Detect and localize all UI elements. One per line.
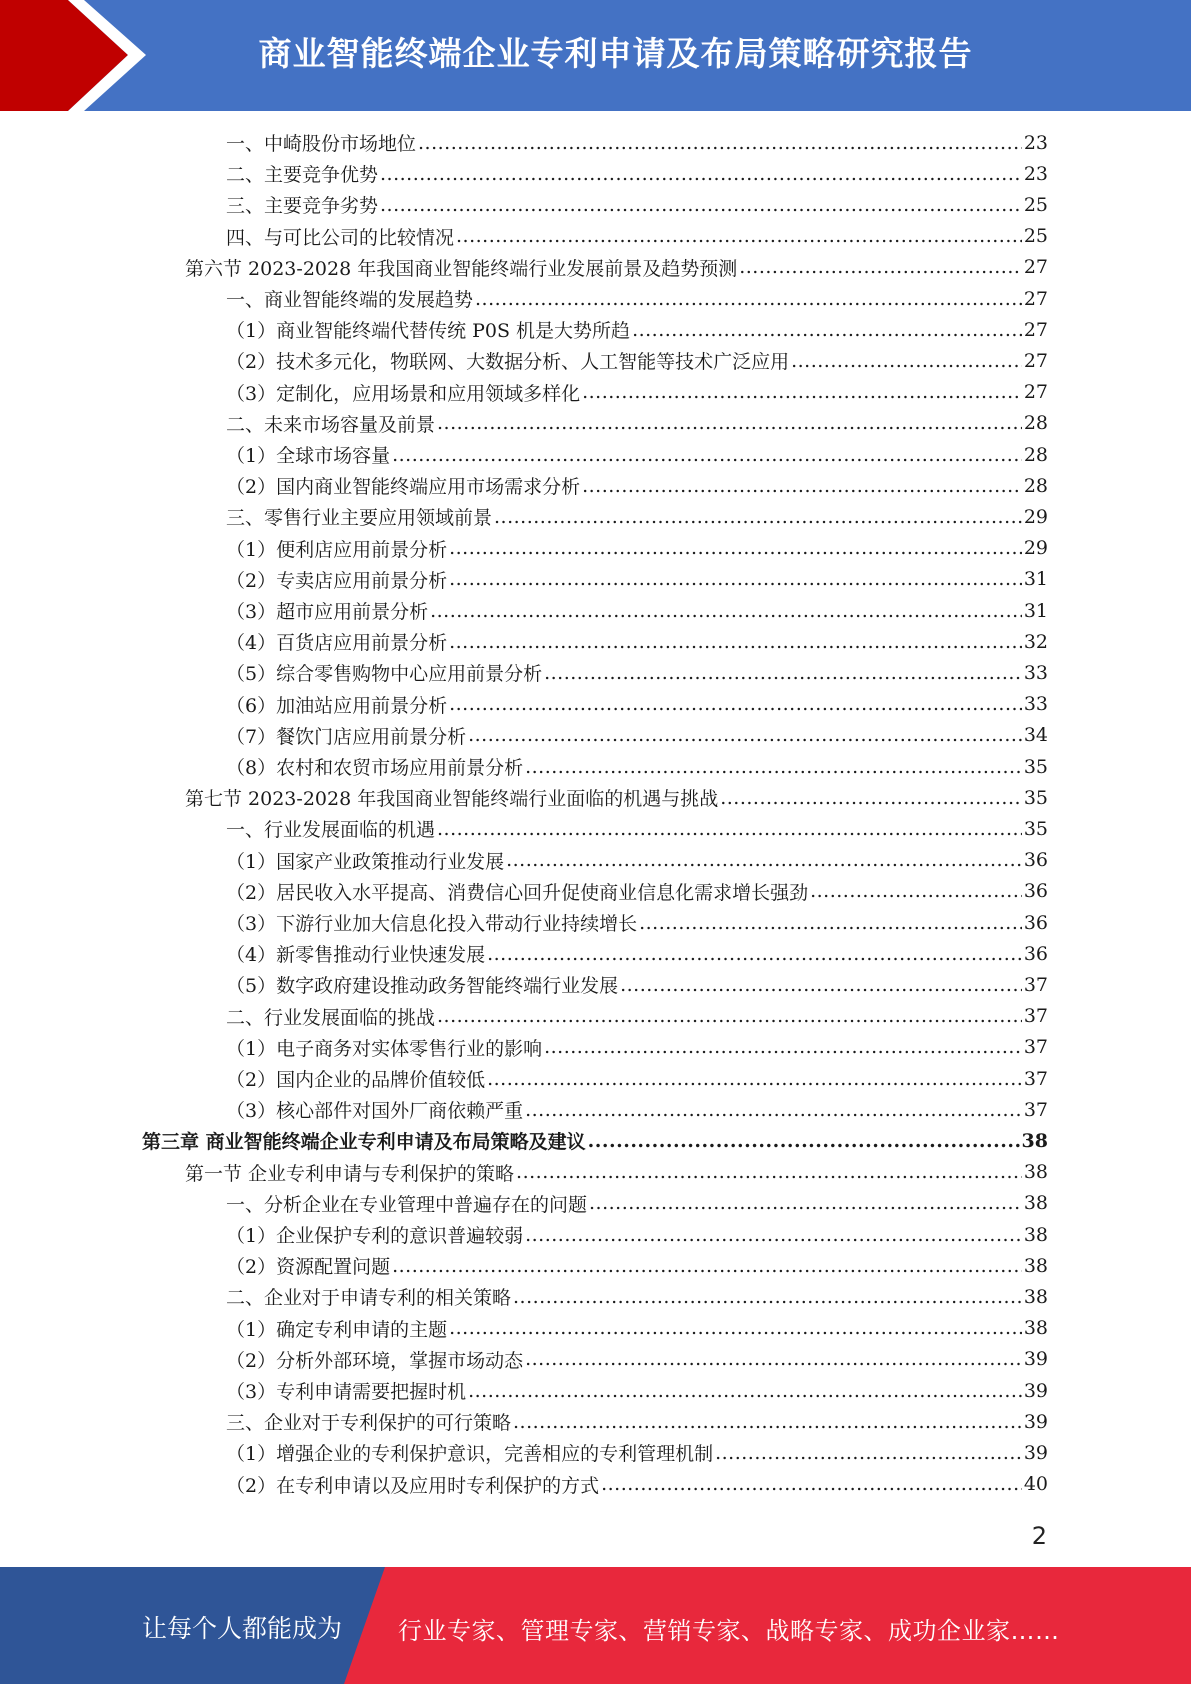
toc-dot-leader bbox=[525, 1099, 1022, 1121]
toc-entry-page: 38 bbox=[1023, 1285, 1048, 1308]
toc-entry-title: 第七节 2023-2028 年我国商业智能终端行业面临的机遇与挑战 bbox=[185, 788, 719, 811]
toc-entry-page: 38 bbox=[1023, 1223, 1048, 1246]
toc-entry-page: 25 bbox=[1023, 193, 1048, 216]
toc-dot-leader bbox=[475, 288, 1022, 310]
toc-dot-leader bbox=[487, 1068, 1022, 1090]
toc-entry-page: 27 bbox=[1023, 349, 1048, 372]
toc-entry-title: 二、主要竞争优势 bbox=[226, 164, 379, 187]
toc-dot-leader bbox=[589, 1192, 1022, 1214]
toc-entry[interactable] bbox=[226, 283, 1048, 314]
toc-dot-leader bbox=[739, 256, 1022, 278]
toc-dot-leader bbox=[544, 1036, 1022, 1058]
toc-dot-leader bbox=[437, 818, 1022, 840]
toc-entry[interactable] bbox=[226, 876, 1048, 907]
report-title: 商业智能终端企业专利申请及布局策略研究报告 bbox=[258, 34, 973, 73]
toc-entry-title: （6）加油站应用前景分析 bbox=[226, 694, 448, 717]
toc-entry-page: 38 bbox=[1023, 1192, 1048, 1215]
toc-dot-leader bbox=[392, 444, 1022, 466]
toc-entry[interactable] bbox=[226, 1188, 1048, 1219]
toc-entry-title: （4）新零售推动行业快速发展 bbox=[226, 944, 486, 967]
toc-entry-title: （3）下游行业加大信息化投入带动行业持续增长 bbox=[226, 913, 638, 935]
toc-entry[interactable] bbox=[226, 158, 1048, 189]
toc-entry-page: 37 bbox=[1023, 1036, 1048, 1059]
toc-entry[interactable] bbox=[226, 689, 1048, 720]
page-header bbox=[0, 0, 1191, 111]
page-footer bbox=[0, 1567, 1191, 1684]
toc-entry-page: 28 bbox=[1023, 443, 1048, 466]
toc-dot-leader bbox=[715, 1442, 1022, 1464]
toc-entry[interactable] bbox=[226, 1406, 1048, 1437]
toc-entry-title: （2）分析外部环境，掌握市场动态 bbox=[226, 1349, 524, 1372]
toc-entry-page: 27 bbox=[1023, 318, 1048, 341]
toc-dot-leader bbox=[380, 194, 1022, 216]
toc-dot-leader bbox=[791, 350, 1022, 372]
toc-entry-title: 二、企业对于申请专利的相关策略 bbox=[226, 1287, 512, 1310]
toc-dot-leader bbox=[437, 412, 1022, 434]
toc-entry[interactable] bbox=[185, 252, 1048, 283]
toc-entry[interactable] bbox=[226, 408, 1048, 439]
toc-entry[interactable] bbox=[142, 1125, 1048, 1156]
toc-entry-page: 27 bbox=[1023, 381, 1048, 404]
toc-entry[interactable] bbox=[226, 377, 1048, 408]
toc-entry-page: 40 bbox=[1023, 1473, 1048, 1496]
toc-entry-title: 三、零售行业主要应用领域前景 bbox=[226, 507, 493, 530]
toc-entry-page: 35 bbox=[1023, 755, 1048, 778]
toc-entry[interactable] bbox=[226, 626, 1048, 657]
toc-dot-leader bbox=[525, 1224, 1022, 1246]
toc-entry-page: 39 bbox=[1023, 1379, 1048, 1402]
toc-entry-page: 36 bbox=[1023, 911, 1048, 934]
toc-entry[interactable] bbox=[226, 221, 1048, 252]
toc-entry-title: （2）技术多元化，物联网、大数据分析、人工智能等技术广泛应用 bbox=[226, 351, 790, 374]
toc-entry-page: 39 bbox=[1023, 1348, 1048, 1371]
toc-dot-leader bbox=[620, 974, 1022, 996]
toc-entry-title: （5）数字政府建设推动政务智能终端行业发展 bbox=[226, 975, 619, 998]
toc-entry-page: 28 bbox=[1023, 474, 1048, 497]
toc-entry-page: 23 bbox=[1023, 162, 1048, 185]
toc-entry-page: 37 bbox=[1023, 1005, 1048, 1028]
toc-entry-page: 37 bbox=[1023, 973, 1048, 996]
toc-entry-title: （2）国内企业的品牌价值较低 bbox=[226, 1069, 486, 1091]
toc-entry-title: 第三章 商业智能终端企业专利申请及布局策略及建议 bbox=[142, 1131, 586, 1154]
toc-entry[interactable] bbox=[185, 782, 1048, 813]
toc-entry[interactable] bbox=[226, 189, 1048, 220]
toc-dot-leader bbox=[494, 506, 1022, 528]
toc-entry[interactable] bbox=[226, 1094, 1048, 1125]
toc-dot-leader bbox=[392, 1255, 1022, 1277]
toc-entry[interactable] bbox=[226, 1001, 1048, 1032]
toc-dot-leader bbox=[525, 756, 1022, 778]
toc-entry-title: 一、分析企业在专业管理中普遍存在的问题 bbox=[226, 1193, 588, 1216]
toc-entry-page: 31 bbox=[1023, 568, 1048, 591]
toc-entry-page: 27 bbox=[1023, 256, 1048, 279]
toc-entry[interactable] bbox=[226, 813, 1048, 844]
toc-entry[interactable] bbox=[226, 501, 1048, 532]
toc-entry[interactable] bbox=[226, 1313, 1048, 1344]
toc-entry-title: 二、未来市场容量及前景 bbox=[226, 413, 436, 436]
toc-entry[interactable] bbox=[185, 1157, 1048, 1188]
toc-entry-page: 25 bbox=[1023, 225, 1048, 248]
toc-entry-title: （2）在专利申请以及应用时专利保护的方式 bbox=[226, 1474, 600, 1497]
toc-dot-leader bbox=[437, 1005, 1022, 1027]
toc-entry-page: 38 bbox=[1021, 1129, 1048, 1152]
toc-dot-leader bbox=[601, 1473, 1022, 1495]
toc-entry-page: 38 bbox=[1023, 1317, 1048, 1340]
toc-dot-leader bbox=[380, 163, 1022, 185]
toc-entry-title: 一、商业智能终端的发展趋势 bbox=[226, 289, 474, 311]
toc-dot-leader bbox=[506, 849, 1022, 871]
toc-entry-title: （2）国内商业智能终端应用市场需求分析 bbox=[226, 476, 581, 499]
toc-entry-page: 31 bbox=[1023, 599, 1048, 622]
footer-slogan-left: 让每个人都能成为 bbox=[142, 1614, 343, 1643]
toc-entry-title: （2）居民收入水平提高、消费信心回升促使商业信息化需求增长强劲 bbox=[226, 881, 809, 904]
toc-entry-page: 38 bbox=[1023, 1161, 1048, 1184]
toc-entry[interactable] bbox=[226, 969, 1048, 1000]
toc-entry-title: （1）企业保护专利的意识普遍较弱 bbox=[226, 1225, 524, 1247]
footer-slogan-right: 行业专家、管理专家、营销专家、战略专家、成功企业家…… bbox=[398, 1617, 1060, 1645]
toc-entry-page: 36 bbox=[1023, 849, 1048, 872]
toc-entry-title: （3）超市应用前景分析 bbox=[226, 601, 429, 623]
toc-entry-title: （8）农村和农贸市场应用前景分析 bbox=[226, 757, 524, 779]
toc-entry[interactable] bbox=[226, 720, 1048, 751]
toc-entry[interactable] bbox=[226, 845, 1048, 876]
toc-dot-leader bbox=[810, 880, 1022, 902]
toc-dot-leader bbox=[525, 1348, 1022, 1370]
toc-entry[interactable] bbox=[226, 314, 1048, 345]
toc-entry[interactable] bbox=[226, 1063, 1048, 1094]
toc-entry-title: （4）百货店应用前景分析 bbox=[226, 632, 448, 655]
toc-entry-page: 35 bbox=[1023, 786, 1048, 809]
toc-dot-leader bbox=[468, 724, 1022, 746]
toc-entry-page: 32 bbox=[1023, 630, 1048, 653]
toc-entry-page: 29 bbox=[1023, 505, 1048, 528]
toc-dot-leader bbox=[456, 225, 1022, 247]
toc-dot-leader bbox=[468, 1380, 1022, 1402]
toc-entry[interactable] bbox=[226, 938, 1048, 969]
toc-entry-title: 四、与可比公司的比较情况 bbox=[226, 226, 455, 249]
page-number: 2 bbox=[1031, 1522, 1047, 1550]
toc-entry-page: 38 bbox=[1023, 1254, 1048, 1277]
toc-entry[interactable] bbox=[226, 907, 1048, 938]
toc-entry-page: 29 bbox=[1023, 537, 1048, 560]
toc-entry[interactable] bbox=[226, 1281, 1048, 1312]
toc-entry-title: （7）餐饮门店应用前景分析 bbox=[226, 725, 467, 748]
toc-entry[interactable] bbox=[226, 1469, 1048, 1500]
toc-entry-title: （3）定制化，应用场景和应用领域多样化 bbox=[226, 382, 581, 405]
toc-dot-leader bbox=[639, 912, 1022, 934]
toc-entry-page: 39 bbox=[1023, 1441, 1048, 1464]
toc-dot-leader bbox=[516, 1161, 1022, 1183]
toc-entry-title: （3）核心部件对国外厂商依赖严重 bbox=[226, 1100, 524, 1123]
toc-dot-leader bbox=[513, 1286, 1022, 1308]
toc-entry-title: （1）国家产业政策推动行业发展 bbox=[226, 850, 505, 873]
toc-entry[interactable] bbox=[226, 533, 1048, 564]
toc-entry-title: （1）便利店应用前景分析 bbox=[226, 538, 448, 561]
toc-entry-page: 27 bbox=[1023, 287, 1048, 310]
toc-entry[interactable] bbox=[226, 751, 1048, 782]
toc-entry-page: 37 bbox=[1023, 1067, 1048, 1090]
toc-dot-leader bbox=[582, 381, 1022, 403]
toc-entry-page: 39 bbox=[1023, 1410, 1048, 1433]
toc-dot-leader bbox=[544, 662, 1022, 684]
toc-entry-page: 37 bbox=[1023, 1098, 1048, 1121]
toc-entry-title: （5）综合零售购物中心应用前景分析 bbox=[226, 663, 543, 686]
toc-dot-leader bbox=[449, 693, 1022, 715]
toc-entry-page: 34 bbox=[1023, 724, 1048, 747]
toc-dot-leader bbox=[449, 1317, 1022, 1339]
toc-dot-leader bbox=[430, 600, 1022, 622]
toc-dot-leader bbox=[449, 537, 1022, 559]
toc-entry-title: （1）商业智能终端代替传统 P0S 机是大势所趋 bbox=[226, 320, 631, 343]
toc-entry[interactable] bbox=[226, 345, 1048, 376]
toc-entry-page: 33 bbox=[1023, 693, 1048, 716]
toc-entry-title: 三、主要竞争劣势 bbox=[226, 195, 379, 218]
toc-entry-title: 一、行业发展面临的机遇 bbox=[226, 819, 436, 842]
toc-dot-leader bbox=[720, 787, 1022, 809]
toc-entry[interactable] bbox=[226, 439, 1048, 470]
toc-entry[interactable] bbox=[226, 564, 1048, 595]
toc-entry-title: 三、企业对于专利保护的可行策略 bbox=[226, 1412, 512, 1435]
toc-entry[interactable] bbox=[226, 657, 1048, 688]
toc-dot-leader bbox=[418, 132, 1022, 154]
toc-entry-title: （2）专卖店应用前景分析 bbox=[226, 569, 448, 592]
toc-dot-leader bbox=[449, 631, 1022, 653]
toc-entry[interactable] bbox=[226, 595, 1048, 626]
toc-dot-leader bbox=[588, 1130, 1020, 1152]
toc-entry-page: 36 bbox=[1023, 880, 1048, 903]
toc-entry-title: 第六节 2023-2028 年我国商业智能终端行业发展前景及趋势预测 bbox=[185, 257, 738, 280]
toc-entry-page: 35 bbox=[1023, 817, 1048, 840]
toc-entry[interactable] bbox=[226, 1032, 1048, 1063]
toc-entry-page: 23 bbox=[1023, 131, 1048, 154]
toc-entry-page: 28 bbox=[1023, 412, 1048, 435]
toc-dot-leader bbox=[487, 943, 1022, 965]
toc-entry[interactable] bbox=[226, 1375, 1048, 1406]
toc-dot-leader bbox=[632, 319, 1022, 341]
toc-entry-title: 二、行业发展面临的挑战 bbox=[226, 1006, 436, 1029]
toc-dot-leader bbox=[513, 1411, 1022, 1433]
toc-entry-page: 36 bbox=[1023, 942, 1048, 965]
toc-entry[interactable] bbox=[226, 1344, 1048, 1375]
toc-entry-title: （1）确定专利申请的主题 bbox=[226, 1318, 448, 1341]
toc-entry-title: （2）资源配置问题 bbox=[226, 1256, 391, 1279]
toc-entry[interactable] bbox=[226, 1219, 1048, 1250]
toc-entry-title: （3）专利申请需要把握时机 bbox=[226, 1381, 467, 1403]
toc-entry-title: 一、中崎股份市场地位 bbox=[226, 133, 417, 155]
toc-dot-leader bbox=[449, 568, 1022, 590]
toc-entry-page: 33 bbox=[1023, 661, 1048, 684]
toc-entry[interactable] bbox=[226, 470, 1048, 501]
toc-entry[interactable] bbox=[226, 1250, 1048, 1281]
toc-entry-title: 第一节 企业专利申请与专利保护的策略 bbox=[185, 1162, 515, 1185]
toc-entry-title: （1）增强企业的专利保护意识，完善相应的专利管理机制 bbox=[226, 1443, 714, 1466]
toc-entry-title: （1）全球市场容量 bbox=[226, 445, 391, 467]
toc-entry[interactable] bbox=[226, 127, 1048, 158]
toc-entry[interactable] bbox=[226, 1437, 1048, 1468]
toc-entry-title: （1）电子商务对实体零售行业的影响 bbox=[226, 1037, 543, 1060]
toc-dot-leader bbox=[582, 475, 1022, 497]
